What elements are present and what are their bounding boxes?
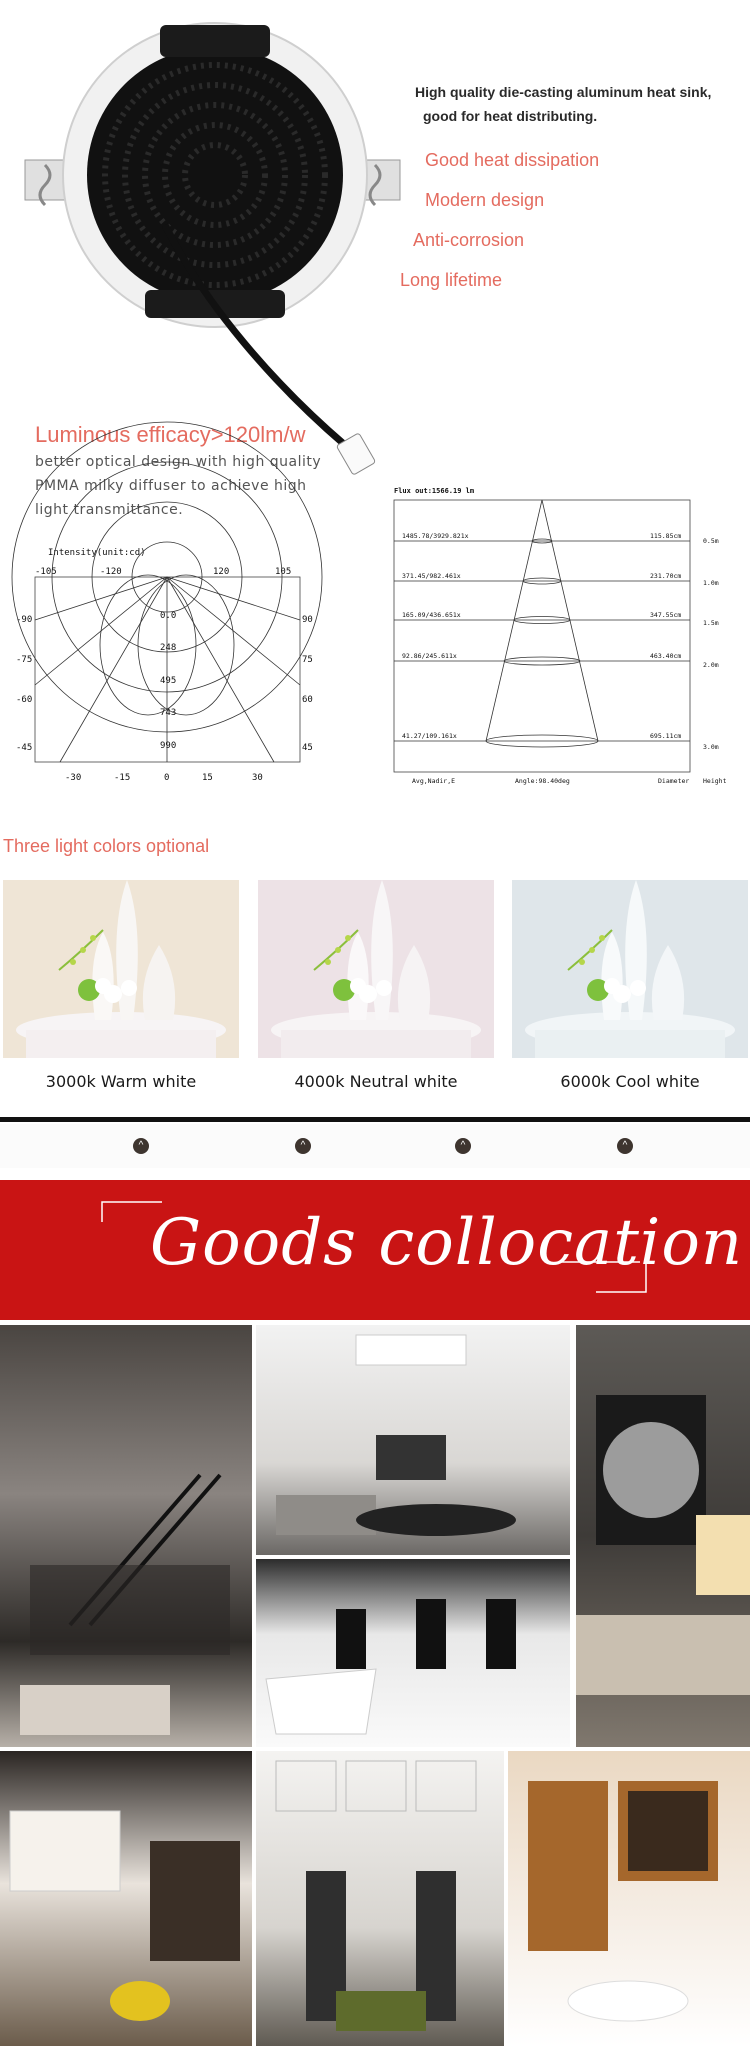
polar-top-label: -120 [100,567,122,577]
interior-photo-kitchen [0,1751,252,2046]
cone-flux-label: Flux out:1566.19 lm [394,487,475,495]
goods-collocation-banner [0,1180,750,1320]
polar-ring-label: 0.0 [160,611,177,621]
polar-chart-title: Intensity(unit:cd) [48,548,146,558]
banner-title: Goods collocation [150,1206,744,1280]
feature-item: Modern design [425,190,545,210]
feature-heading-line1: High quality die-casting aluminum heat sink, [415,84,712,100]
cone-diameter-label: 463.40cm [650,652,682,660]
heat-sink-image [25,25,405,485]
cone-height-label: 3.0m [703,743,719,751]
cone-footer-height: Height [703,777,727,785]
feature-item: Anti-corrosion [413,230,525,250]
cone-lux-label: 371.45/982.461x [402,572,461,580]
interior-photo-bathroom [508,1751,750,2046]
polar-left-label: -90 [16,615,33,625]
cone-height-label: 1.0m [703,579,719,587]
polar-left-label: -60 [16,695,33,705]
cone-height-label: 1.5m [703,619,719,627]
polar-bottom-label: 15 [202,773,213,783]
cone-lux-label: 1485.78/3929.821x [402,532,469,540]
polar-top-label: -105 [35,567,57,577]
cone-diameter-label: 347.55cm [650,611,682,619]
luminous-desc-line: PMMA milky diffuser to achieve high [35,478,307,494]
polar-ring-label: 743 [160,708,177,718]
neutral-white-label: 4000k Neutral white [294,1072,458,1091]
polar-ring-label: 990 [160,741,177,751]
interior-photo-lounge [576,1325,750,1747]
cool-white-image [512,880,748,1058]
neutral-white-image [258,880,494,1058]
polar-bottom-label: -30 [65,773,82,783]
cone-lux-label: 165.09/436.651x [402,611,461,619]
nav-up-dot[interactable]: ^ [617,1138,633,1154]
nav-up-dot[interactable]: ^ [133,1138,149,1154]
nav-up-dot[interactable]: ^ [295,1138,311,1154]
luminous-title: Luminous efficacy>120lm/w [35,422,306,447]
nav-strip [0,1124,750,1168]
polar-ring-label: 248 [160,643,177,653]
polar-bottom-label: 30 [252,773,263,783]
light-colors-title: Three light colors optional [3,836,210,856]
interior-photo-loft [0,1325,252,1747]
section-divider [0,1117,750,1122]
cone-diameter-label: 115.85cm [650,532,682,540]
cone-diameter-label: 231.70cm [650,572,682,580]
luminous-desc-line: better optical design with high quality [35,454,322,470]
cone-footer-angle: Angle:98.40deg [515,777,570,785]
feature-item: Long lifetime [400,270,503,290]
interior-photo-hall [256,1751,504,2046]
cone-footer-diameter: Diameter [658,777,690,785]
cone-footer-avg: Avg,Nadir,E [412,777,456,785]
interior-photo-showroom [256,1559,570,1747]
polar-right-label: 45 [302,743,313,753]
polar-intensity-chart [16,540,330,790]
polar-top-label: 105 [275,567,292,577]
warm-white-label: 3000k Warm white [45,1072,197,1091]
nav-up-dot[interactable]: ^ [455,1138,471,1154]
polar-left-label: -45 [16,743,33,753]
interior-photo-livingroom [256,1325,570,1555]
feature-item: Good heat dissipation [425,150,600,170]
illuminance-cone-chart [390,485,730,785]
polar-bottom-label: 0 [164,773,170,783]
cone-diameter-label: 695.11cm [650,732,682,740]
polar-bottom-label: -15 [114,773,131,783]
cool-white-label: 6000k Cool white [560,1072,700,1091]
feature-heading-line2: good for heat distributing. [423,108,598,124]
polar-left-label: -75 [16,655,33,665]
luminous-desc [35,450,321,522]
cone-lux-label: 92.86/245.611x [402,652,457,660]
polar-right-label: 90 [302,615,313,625]
polar-ring-label: 495 [160,676,177,686]
polar-top-label: 120 [213,567,230,577]
cone-lux-label: 41.27/109.161x [402,732,457,740]
cone-height-label: 2.0m [703,661,719,669]
luminous-desc-line: light transmittance. [35,502,184,518]
polar-right-label: 75 [302,655,313,665]
warm-white-image [3,880,239,1058]
polar-right-label: 60 [302,695,313,705]
cone-height-label: 0.5m [703,537,719,545]
